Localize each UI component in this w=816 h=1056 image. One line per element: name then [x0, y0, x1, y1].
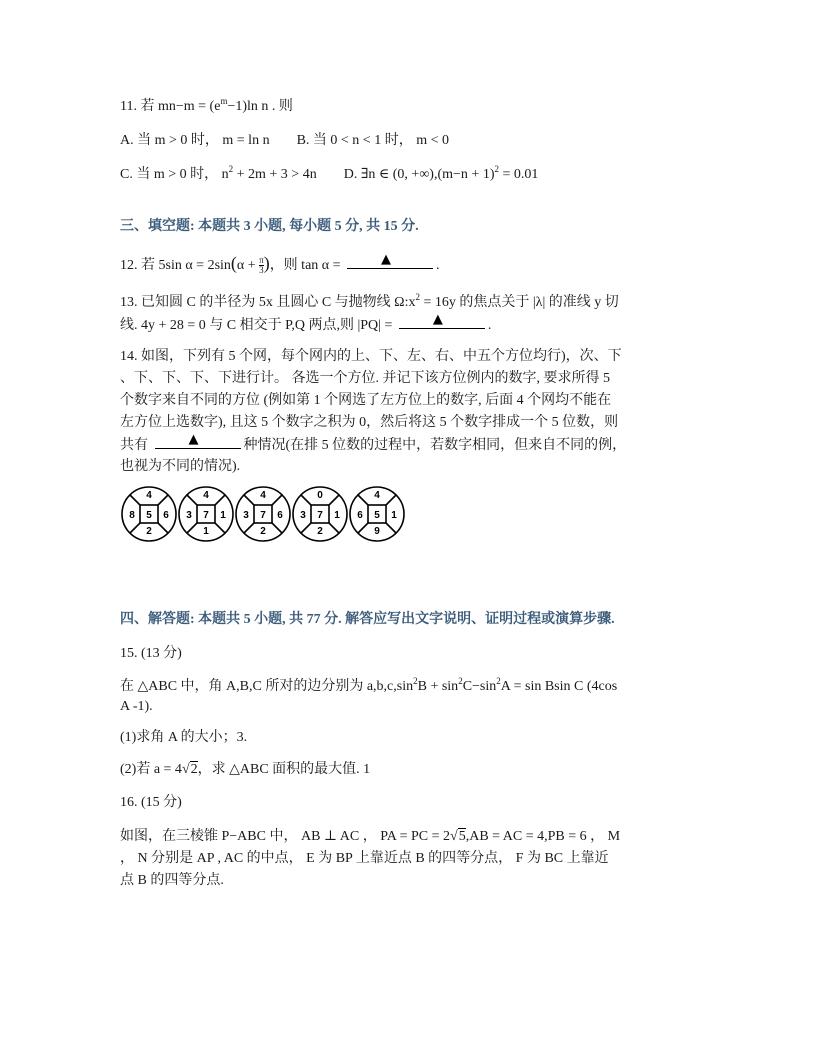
q13-line1: 13. 已知圆 C 的半径为 5x 且圆心 C 与抛物线 $\Omega:x^2 = 16y$ 的焦点关于 |λ| 的准线 y 切 [120, 292, 619, 310]
q11-options-ab [120, 132, 449, 150]
q11-option-b: B. 当 0 < n < 1 时， m < 0 [296, 133, 449, 148]
net-digit-top: 4 [260, 490, 266, 501]
net-digit-top: 4 [146, 490, 152, 501]
net-digit-bottom: 2 [317, 526, 323, 537]
q14-figure [118, 482, 418, 546]
q12-fraction: $\frac{\pi}{3}$ [259, 255, 264, 276]
q14-line1: 14. 如图，下列有 5 个网，每个网内的上、下、左、右、中五个方位均行)，次、下 [120, 349, 622, 364]
section-fill-in-title: 三、填空题: 本题共 3 小题, 每小题 5 分, 共 15 分. [120, 219, 419, 234]
net-digit-right: 1 [391, 510, 397, 521]
q11-stem: 11. 若 $mn-m = (e^m-1)\ln$ n . 则 [120, 96, 293, 114]
q14-line6: 也视为不同的情况). [120, 459, 241, 474]
q15-line2: A -1). [120, 699, 153, 714]
net-digit-top: 0 [317, 490, 323, 501]
net-digit-left: 3 [243, 510, 249, 521]
net-circle [293, 487, 347, 541]
net-digit-bottom: 2 [260, 526, 266, 537]
q16-line2: ， N 分别是 AP , AC 的中点， E 为 BP 上靠近点 B 的四等分点， F 为 BC 上靠近 [120, 851, 609, 866]
net-digit-right: 6 [277, 510, 283, 521]
q13-answer-blank [399, 312, 485, 329]
net-digit-left: 6 [357, 510, 363, 521]
q14-line5: 共有 ▲ 种情况(在排 5 位数的过程中，若数字相同，但来自不同的例， [120, 432, 627, 453]
q11-option-c: C. 当 m > 0 时， $n^2 + 2m + 3 > 4n$ [120, 164, 317, 182]
net-circle [179, 487, 233, 541]
q16-heading: 16. (15 分) [120, 795, 182, 810]
net-digit-right: 1 [220, 510, 226, 521]
net-digit-bottom: 9 [374, 526, 380, 537]
q15-line1: 在 △ABC 中，角 A,B,C 所对的边分别为 $a,b,c,\sin^2B + \sin^2C-\sin^2A = \sin Bsin$ C (4cos [120, 676, 618, 694]
q15-part2: (2)若 a = 4√2，求 △ABC 面积的最大值. 1 [120, 762, 371, 777]
net-digit-right: 1 [334, 510, 340, 521]
q14-answer-blank [155, 432, 241, 449]
q16-line1: 如图，在三棱锥 P−ABC 中， AB ⊥ AC ， PA = PC = 2√5,AB = AC = 4,PB = 6 ， M [120, 829, 621, 844]
net-circle [350, 487, 404, 541]
q11-option-d: D. ∃n ∈ (0, $+\infty),(m-n + 1)^2 = 0.01$ [343, 164, 539, 182]
q15-heading: 15. (13 分) [120, 646, 182, 661]
net-digit-center: 5 [374, 510, 380, 521]
q12-stem: 12. 若 5sin α = 2sin(α + $\frac{\pi}{3}$ )，则 tan α = ▲ . [120, 252, 440, 276]
triangle-icon: ▲ [432, 312, 443, 327]
q14-line2: 、下、下、下、下进行计。 各选一个方位. 并记下该方位例内的数字, 要求所得 5 [120, 371, 610, 386]
q16-line3: 点 B 的四等分点. [120, 873, 224, 888]
net-circle [122, 487, 176, 541]
net-digit-top: 4 [203, 490, 209, 501]
q12-answer-blank [347, 252, 433, 269]
q15-part1: (1)求角 A 的大小；3. [120, 730, 248, 745]
net-digit-right: 6 [163, 510, 169, 521]
net-digit-left: 3 [186, 510, 192, 521]
q13-line2: 线. 4y + 28 = 0 与 C 相交于 P,Q 两点,则 |PQ| = ▲ . [120, 312, 492, 333]
net-digit-bottom: 1 [203, 526, 209, 537]
net-digit-center: 7 [317, 510, 323, 521]
q11-option-a: A. 当 m > 0 时， m = ln n [120, 133, 270, 148]
net-digit-center: 5 [146, 510, 152, 521]
net-circle [236, 487, 290, 541]
q11-options-cd [120, 166, 538, 184]
net-digit-center: 7 [260, 510, 266, 521]
section-solve-title: 四、解答题: 本题共 5 小题, 共 77 分. 解答应写出文字说明、证明过程或演算步骤. [120, 612, 615, 627]
net-digit-bottom: 2 [146, 526, 152, 537]
net-digit-left: 3 [300, 510, 306, 521]
net-digit-top: 4 [374, 490, 380, 501]
triangle-icon: ▲ [381, 252, 392, 267]
q14-line3: 个数字来自不同的方位 (例如第 1 个网选了左方位上的数字, 后面 4 个网均不能在 [120, 393, 612, 408]
triangle-icon: ▲ [188, 432, 199, 447]
net-digit-center: 7 [203, 510, 209, 521]
net-digit-left: 8 [129, 510, 135, 521]
q14-line4: 左方位上选数字), 且这 5 个数字之积为 0，然后将这 5 个数字排成一个 5 位数，则 [120, 415, 619, 430]
